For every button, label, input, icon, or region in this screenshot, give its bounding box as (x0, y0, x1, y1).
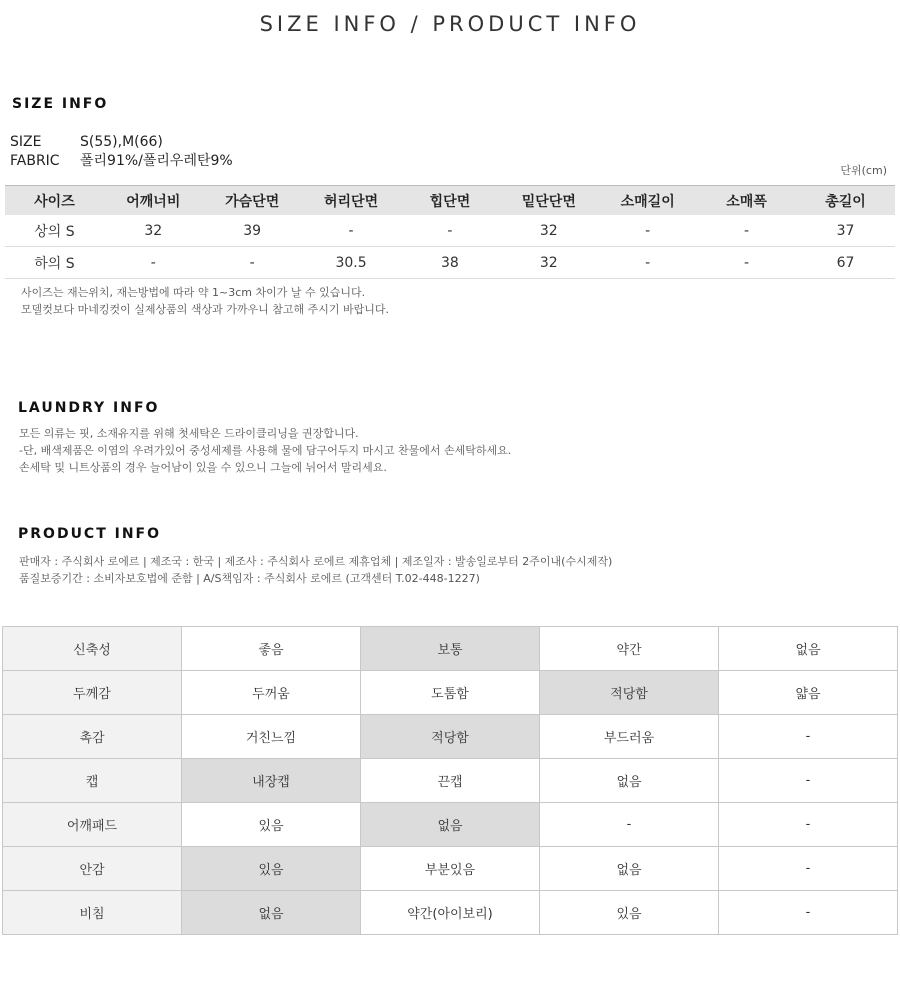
laundry-note: -단, 배색제품은 이염의 우려가있어 중성세제를 사용해 물에 담구어두지 마시고 찬물에서 손세탁하세요. (19, 444, 512, 457)
attribute-option: 적당함 (361, 715, 540, 759)
attribute-option: 없음 (361, 803, 540, 847)
size-cell: 37 (796, 215, 895, 247)
table-row (3, 847, 898, 891)
attribute-option: 부드러움 (540, 715, 719, 759)
size-header-cell: 가슴단면 (203, 186, 302, 216)
size-header-cell: 밑단단면 (499, 186, 598, 216)
size-note: 사이즈는 재는위치, 재는방법에 따라 약 1~3cm 차이가 날 수 있습니다. (21, 286, 366, 299)
attribute-option: 부분있음 (361, 847, 540, 891)
size-cell: - (302, 215, 401, 247)
size-table (5, 185, 895, 279)
attribute-label: 안감 (3, 847, 182, 891)
fabric-label: FABRIC (10, 153, 60, 169)
size-cell: 32 (499, 215, 598, 247)
attribute-label: 비침 (3, 891, 182, 935)
size-cell: 30.5 (302, 247, 401, 279)
attribute-option: 얇음 (719, 671, 898, 715)
attribute-option: - (719, 891, 898, 935)
size-cell: 상의 S (5, 215, 104, 247)
unit-label: 단위(cm) (840, 164, 887, 177)
attribute-option: 거친느낌 (182, 715, 361, 759)
laundry-note: 모든 의류는 핏, 소재유지를 위해 첫세탁은 드라이클리닝을 권장합니다. (19, 427, 359, 440)
attribute-option: 약간(아이보리) (361, 891, 540, 935)
fabric-spec (10, 150, 233, 170)
size-header-cell: 소매폭 (697, 186, 796, 216)
laundry-info-title: LAUNDRY INFO (18, 400, 160, 416)
size-cell: - (697, 247, 796, 279)
size-notes (21, 284, 389, 318)
size-header-cell: 총길이 (796, 186, 895, 216)
attribute-option: 도톰함 (361, 671, 540, 715)
attribute-option: - (719, 715, 898, 759)
table-row (3, 671, 898, 715)
attribute-option: 내장캡 (182, 759, 361, 803)
attribute-option: 있음 (182, 803, 361, 847)
product-info-lines (19, 553, 612, 587)
table-row (5, 215, 895, 247)
attribute-option: 보통 (361, 627, 540, 671)
attribute-label: 어깨패드 (3, 803, 182, 847)
size-header-cell: 소매길이 (598, 186, 697, 216)
size-header-cell: 허리단면 (302, 186, 401, 216)
product-info-line: 품질보증기간 : 소비자보호법에 준함 | A/S책임자 : 주식회사 로에르 (고객센터 T.02-448-1227) (19, 572, 480, 585)
attribute-option: 좋음 (182, 627, 361, 671)
size-spec (10, 134, 163, 150)
attribute-option: - (719, 759, 898, 803)
size-cell: 32 (499, 247, 598, 279)
attribute-option: 있음 (540, 891, 719, 935)
page-title: SIZE INFO / PRODUCT INFO (259, 12, 641, 36)
size-header-cell: 사이즈 (5, 186, 104, 216)
size-cell: 67 (796, 247, 895, 279)
size-cell: - (697, 215, 796, 247)
size-label: SIZE (10, 134, 42, 150)
table-row (3, 715, 898, 759)
attribute-option: - (719, 803, 898, 847)
size-note: 모델컷보다 마네킹컷이 실제상품의 색상과 가까우니 참고해 주시기 바랍니다. (21, 303, 390, 316)
size-table-header (5, 186, 895, 216)
table-row (3, 627, 898, 671)
attribute-option: 두꺼움 (182, 671, 361, 715)
size-cell: 32 (104, 215, 203, 247)
size-header-cell: 힙단면 (401, 186, 500, 216)
table-row (3, 891, 898, 935)
attribute-label: 신축성 (3, 627, 182, 671)
attribute-option: 약간 (540, 627, 719, 671)
size-cell: 하의 S (5, 247, 104, 279)
table-row (3, 759, 898, 803)
size-cell: 39 (203, 215, 302, 247)
attribute-table (2, 626, 898, 935)
table-row (5, 247, 895, 279)
size-cell: - (203, 247, 302, 279)
attribute-option: 없음 (719, 627, 898, 671)
size-cell: - (104, 247, 203, 279)
size-info-title: SIZE INFO (12, 96, 109, 112)
laundry-notes (19, 425, 511, 476)
attribute-label: 캡 (3, 759, 182, 803)
size-cell: 38 (401, 247, 500, 279)
fabric-value: 폴리91%/폴리우레탄9% (80, 153, 233, 169)
size-cell: - (598, 215, 697, 247)
attribute-option: 있음 (182, 847, 361, 891)
attribute-option: 없음 (540, 847, 719, 891)
attribute-option: 없음 (182, 891, 361, 935)
product-info-line: 판매자 : 주식회사 로에르 | 제조국 : 한국 | 제조사 : 주식회사 로에르 제휴업체 | 제조일자 : 발송일로부터 2주이내(수시제작) (19, 555, 613, 568)
size-cell: - (401, 215, 500, 247)
product-info-title: PRODUCT INFO (18, 526, 162, 542)
attribute-label: 촉감 (3, 715, 182, 759)
laundry-note: 손세탁 및 니트상품의 경우 늘어남이 있을 수 있으니 그늘에 뉘어서 말리세요. (19, 461, 387, 474)
size-value: S(55),M(66) (80, 134, 163, 150)
size-header-cell: 어깨너비 (104, 186, 203, 216)
table-row (3, 803, 898, 847)
attribute-option: - (540, 803, 719, 847)
attribute-option: 끈캡 (361, 759, 540, 803)
attribute-option: 없음 (540, 759, 719, 803)
size-cell: - (598, 247, 697, 279)
attribute-label: 두께감 (3, 671, 182, 715)
attribute-option: 적당함 (540, 671, 719, 715)
attribute-option: - (719, 847, 898, 891)
